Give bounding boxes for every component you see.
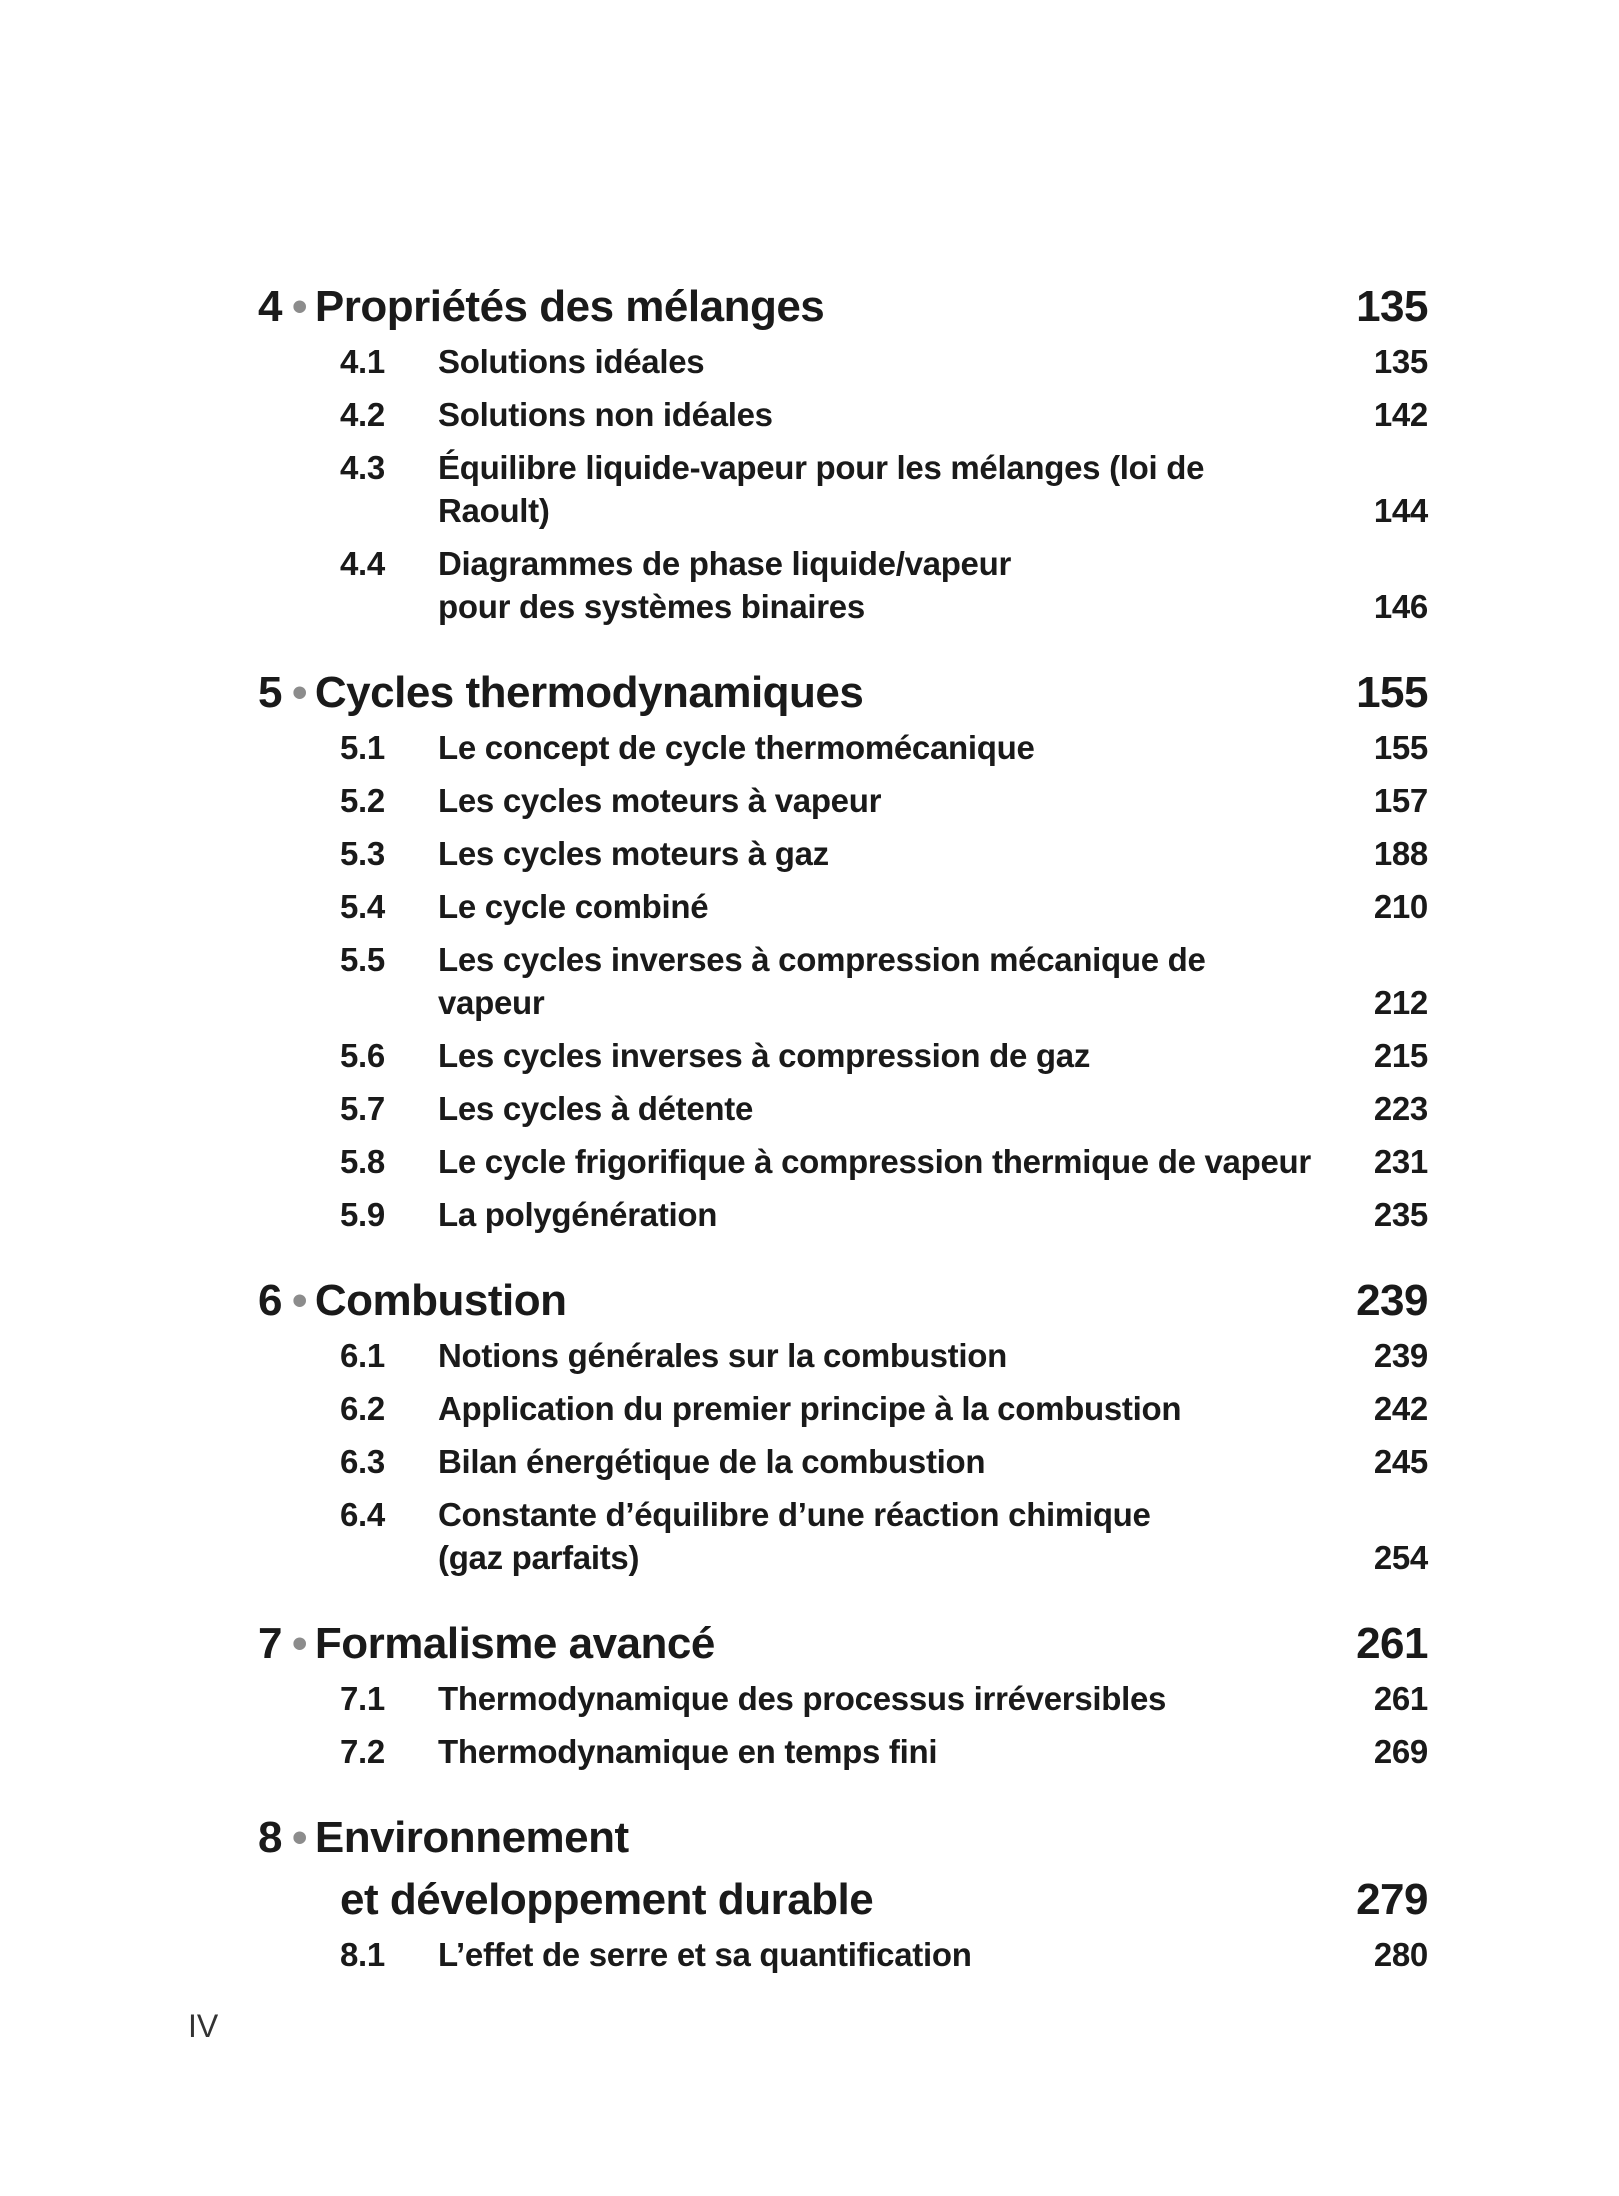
section-page-number: 245 (1373, 1443, 1428, 1480)
section-page-number: 261 (1373, 1680, 1428, 1717)
section-page-number: 142 (1373, 396, 1428, 433)
chapter-title: Formalisme avancé (314, 1619, 715, 1668)
section-number: 6.1 (340, 1337, 385, 1374)
section-number: 4.3 (340, 449, 385, 486)
chapter-title: Cycles thermodynamiques (314, 668, 864, 717)
bullet-separator: • (291, 282, 307, 331)
section-page-number: 215 (1373, 1037, 1428, 1074)
section-number: 5.4 (340, 888, 385, 925)
section-title: Les cycles inverses à compression mécanique de vapeur (438, 941, 1206, 1021)
section-number: 6.4 (340, 1496, 385, 1533)
bullet-separator: • (291, 668, 307, 717)
section-title: Constante d’équilibre d’une réaction chimique (438, 1496, 1151, 1533)
section-page-number: 157 (1373, 782, 1428, 819)
section-number: 7.1 (340, 1680, 385, 1717)
section-number: 4.4 (340, 545, 385, 582)
section-number: 5.6 (340, 1037, 385, 1074)
toc-entry-5-2[interactable] (258, 779, 1428, 822)
bullet-separator: • (291, 1813, 307, 1862)
section-title: Solutions idéales (438, 343, 705, 380)
chapter-heading[interactable] (258, 1807, 1428, 1931)
toc-entry-6-2[interactable] (258, 1387, 1428, 1430)
toc-entry-6-1[interactable] (258, 1334, 1428, 1377)
toc-entry-5-7[interactable] (258, 1087, 1428, 1130)
section-title: Le cycle frigorifique à compression thermique de vapeur (438, 1143, 1311, 1180)
toc-entry-4-4[interactable] (258, 542, 1428, 628)
chapter-heading[interactable] (258, 662, 1428, 724)
chapter-page-number: 135 (1356, 282, 1428, 331)
section-number: 6.3 (340, 1443, 385, 1480)
chapter-title: Combustion (314, 1276, 567, 1325)
chapter-number: 8 (258, 1813, 282, 1862)
section-title-continuation: (gaz parfaits) (438, 1539, 640, 1576)
toc-entry-8-1[interactable] (258, 1933, 1428, 1976)
section-page-number: 188 (1373, 835, 1428, 872)
chapter-heading[interactable] (258, 1270, 1428, 1332)
chapter-5 (258, 662, 1428, 1236)
section-number: 4.1 (340, 343, 385, 380)
section-number: 5.1 (340, 729, 385, 766)
section-page-number: 210 (1373, 888, 1428, 925)
section-number: 5.9 (340, 1196, 385, 1233)
chapter-heading[interactable] (258, 1613, 1428, 1675)
section-page-number: 254 (1373, 1539, 1428, 1576)
chapter-heading[interactable] (258, 276, 1428, 338)
section-title: Diagrammes de phase liquide/vapeur (438, 545, 1012, 582)
toc-entry-5-9[interactable] (258, 1193, 1428, 1236)
toc-entry-5-8[interactable] (258, 1140, 1428, 1183)
chapter-page-number: 155 (1356, 668, 1428, 717)
toc-entry-7-1[interactable] (258, 1677, 1428, 1720)
section-page-number: 231 (1373, 1143, 1428, 1180)
section-list (258, 1933, 1428, 1976)
section-page-number: 146 (1373, 588, 1428, 625)
chapter-number: 7 (258, 1619, 282, 1668)
section-page-number: 144 (1373, 492, 1428, 529)
toc-entry-7-2[interactable] (258, 1730, 1428, 1773)
section-page-number: 235 (1373, 1196, 1428, 1233)
section-number: 5.7 (340, 1090, 385, 1127)
section-page-number: 212 (1373, 984, 1428, 1021)
section-title: Notions générales sur la combustion (438, 1337, 1007, 1374)
section-title: La polygénération (438, 1196, 718, 1233)
section-title: Thermodynamique des processus irréversibles (438, 1680, 1167, 1717)
section-number: 5.8 (340, 1143, 385, 1180)
section-title: Les cycles moteurs à gaz (438, 835, 829, 872)
section-title: Les cycles moteurs à vapeur (438, 782, 882, 819)
toc-entry-6-3[interactable] (258, 1440, 1428, 1483)
section-title: Équilibre liquide-vapeur pour les mélanges (loi de Raoult) (438, 449, 1205, 529)
chapter-page-number: 239 (1356, 1276, 1428, 1325)
section-number: 5.5 (340, 941, 385, 978)
section-title: L’effet de serre et sa quantification (438, 1936, 972, 1973)
chapter-7 (258, 1613, 1428, 1773)
section-title: Le cycle combiné (438, 888, 709, 925)
table-of-contents (258, 276, 1428, 2010)
bullet-separator: • (291, 1276, 307, 1325)
chapter-page-number: 261 (1356, 1619, 1428, 1668)
section-number: 5.3 (340, 835, 385, 872)
chapter-6 (258, 1270, 1428, 1579)
section-title: Thermodynamique en temps fini (438, 1733, 938, 1770)
section-page-number: 242 (1373, 1390, 1428, 1427)
bullet-separator: • (291, 1619, 307, 1668)
toc-entry-5-4[interactable] (258, 885, 1428, 928)
section-number: 8.1 (340, 1936, 385, 1973)
section-number: 6.2 (340, 1390, 385, 1427)
section-title: Les cycles inverses à compression de gaz (438, 1037, 1091, 1074)
section-list (258, 726, 1428, 1236)
section-number: 7.2 (340, 1733, 385, 1770)
section-list (258, 1677, 1428, 1773)
section-page-number: 280 (1373, 1936, 1428, 1973)
toc-entry-5-6[interactable] (258, 1034, 1428, 1077)
toc-entry-4-2[interactable] (258, 393, 1428, 436)
section-title-continuation: pour des systèmes binaires (438, 588, 865, 625)
section-title: Le concept de cycle thermomécanique (438, 729, 1035, 766)
section-title: Solutions non idéales (438, 396, 773, 433)
section-title: Les cycles à détente (438, 1090, 754, 1127)
section-number: 4.2 (340, 396, 385, 433)
toc-entry-5-1[interactable] (258, 726, 1428, 769)
section-list (258, 1334, 1428, 1579)
chapter-title: Environnement (314, 1813, 629, 1862)
chapter-4 (258, 276, 1428, 628)
chapter-number: 6 (258, 1276, 282, 1325)
section-page-number: 239 (1373, 1337, 1428, 1374)
chapter-number: 4 (258, 282, 282, 331)
section-title: Application du premier principe à la combustion (438, 1390, 1182, 1427)
section-title: Bilan énergétique de la combustion (438, 1443, 986, 1480)
section-page-number: 155 (1373, 729, 1428, 766)
toc-entry-4-3[interactable] (258, 446, 1428, 532)
chapter-title: Propriétés des mélanges (314, 282, 825, 331)
chapter-number: 5 (258, 668, 282, 717)
section-page-number: 269 (1373, 1733, 1428, 1770)
chapter-page-number: 279 (1356, 1875, 1428, 1924)
toc-entry-4-1[interactable] (258, 340, 1428, 383)
section-list (258, 340, 1428, 628)
chapter-8 (258, 1807, 1428, 1976)
page-folio: IV (188, 2008, 219, 2044)
section-number: 5.2 (340, 782, 385, 819)
section-page-number: 223 (1373, 1090, 1428, 1127)
chapter-title-continuation: et développement durable (340, 1875, 874, 1924)
toc-entry-6-4[interactable] (258, 1493, 1428, 1579)
toc-entry-5-5[interactable] (258, 938, 1428, 1024)
section-page-number: 135 (1373, 343, 1428, 380)
toc-entry-5-3[interactable] (258, 832, 1428, 875)
